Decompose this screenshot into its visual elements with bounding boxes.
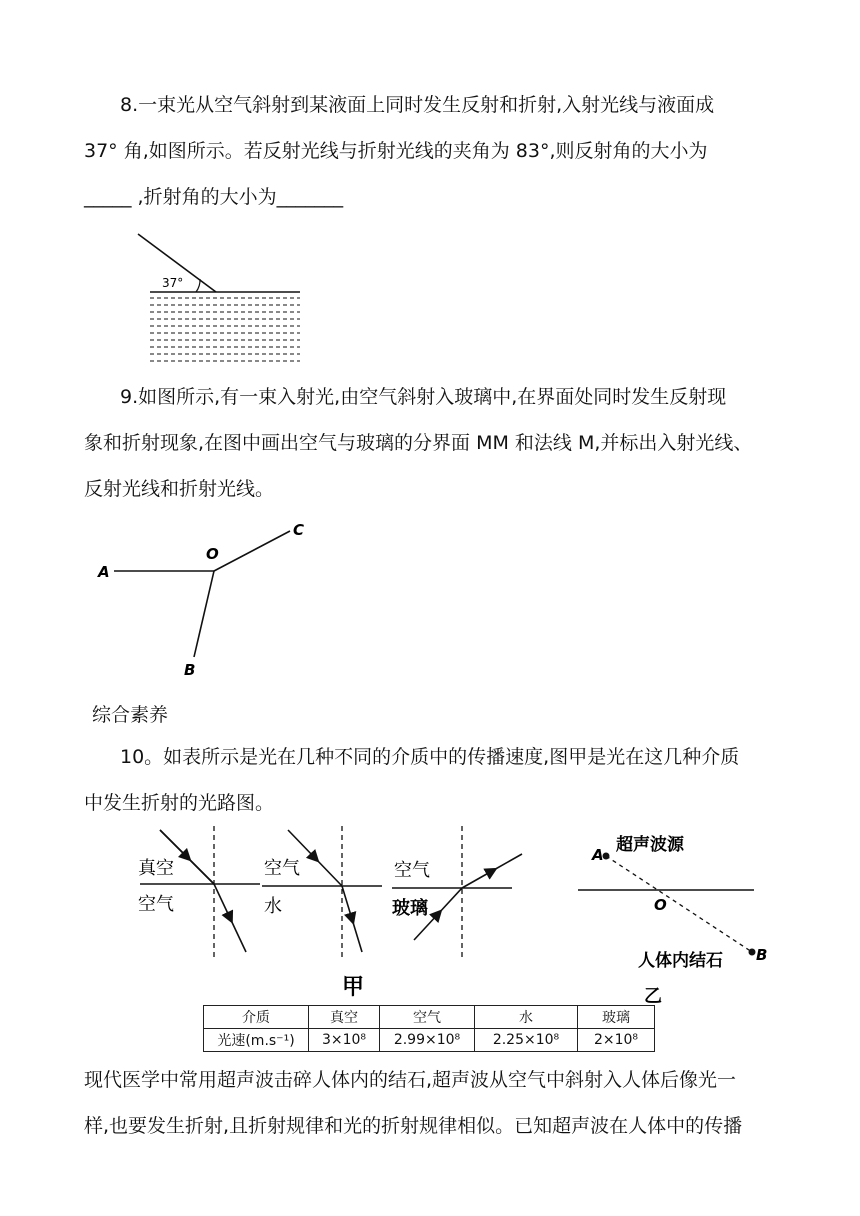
- q10-line-1: 10。如表所示是光在几种不同的介质中的传播速度,图甲是光在这几种介质: [120, 746, 740, 768]
- q8-figure: [130, 228, 310, 368]
- yi-label-o: O: [654, 896, 667, 914]
- refraction-panel-vacuum-air: [138, 826, 260, 960]
- refraction-panel-air-glass: [392, 826, 522, 960]
- q8-line-2: 37° 角,如图所示。若反射光线与折射光线的夹角为 83°,则反射角的大小为: [84, 140, 708, 162]
- table-header-cell: 介质: [204, 1006, 309, 1029]
- q9-line-2: 象和折射现象,在图中画出空气与玻璃的分界面 MM 和法线 M,并标出入射光线、: [84, 432, 753, 454]
- yi-label-a: A: [592, 846, 604, 864]
- table-header-cell: 真空: [309, 1006, 380, 1029]
- table-row-label: 光速(m.s⁻¹): [204, 1029, 309, 1052]
- q8-line-1: 8.一束光从空气斜射到某液面上同时发生反射和折射,入射光线与液面成: [120, 94, 715, 116]
- panel-1-bottom-label: 空气: [138, 894, 174, 915]
- q9-line-1: 9.如图所示,有一束入射光,由空气斜射入玻璃中,在界面处同时发生反射现: [120, 386, 727, 408]
- panel-3-bottom-label: 玻璃: [392, 898, 428, 919]
- table-cell: 2.25×10⁸: [475, 1029, 578, 1052]
- q8-line-3: _____ ,折射角的大小为_______: [84, 186, 344, 208]
- refraction-panel-air-water: [262, 826, 382, 960]
- yi-label-b: B: [756, 946, 768, 964]
- table-header-row: [204, 1006, 655, 1029]
- figure-jia-caption: 甲: [342, 975, 365, 1000]
- stone-point: [749, 949, 756, 956]
- panel-1-top-label: 真空: [138, 858, 174, 879]
- panel-2-bottom-label: 水: [264, 896, 282, 917]
- light-speed-table: [203, 1005, 655, 1052]
- q10-line-2: 中发生折射的光路图。: [84, 792, 275, 814]
- q9-label-b: B: [184, 661, 196, 679]
- panel-3-top-label: 空气: [394, 860, 430, 881]
- table-cell: 2.99×10⁸: [380, 1029, 475, 1052]
- q9-figure: [90, 515, 320, 685]
- table-cell: 3×10⁸: [309, 1029, 380, 1052]
- q9-line-3: 反射光线和折射光线。: [84, 478, 275, 500]
- q8-angle-label: 37°: [162, 276, 184, 290]
- table-row: [204, 1029, 655, 1052]
- table-cell: 2×10⁸: [578, 1029, 655, 1052]
- q10-figure-jia: [130, 822, 550, 1002]
- yi-source-label: 超声波源: [616, 835, 684, 855]
- panel-2-top-label: 空气: [264, 858, 300, 879]
- table-header-cell: 玻璃: [578, 1006, 655, 1029]
- q9-label-a: A: [98, 563, 110, 581]
- q10-figure-yi: [570, 826, 790, 1004]
- table-header-cell: 水: [475, 1006, 578, 1029]
- q10-after-line-1: 现代医学中常用超声波击碎人体内的结石,超声波从空气中斜射入人体后像光一: [84, 1069, 737, 1091]
- q9-label-o: O: [206, 545, 219, 563]
- figure-yi-caption: 乙: [644, 986, 662, 1004]
- yi-stone-label: 人体内结石: [638, 951, 723, 971]
- section-title: 综合素养: [92, 704, 169, 726]
- q9-label-c: C: [293, 521, 305, 539]
- table-header-cell: 空气: [380, 1006, 475, 1029]
- q10-after-line-2: 样,也要发生折射,且折射规律和光的折射规律相似。已知超声波在人体中的传播: [84, 1115, 743, 1137]
